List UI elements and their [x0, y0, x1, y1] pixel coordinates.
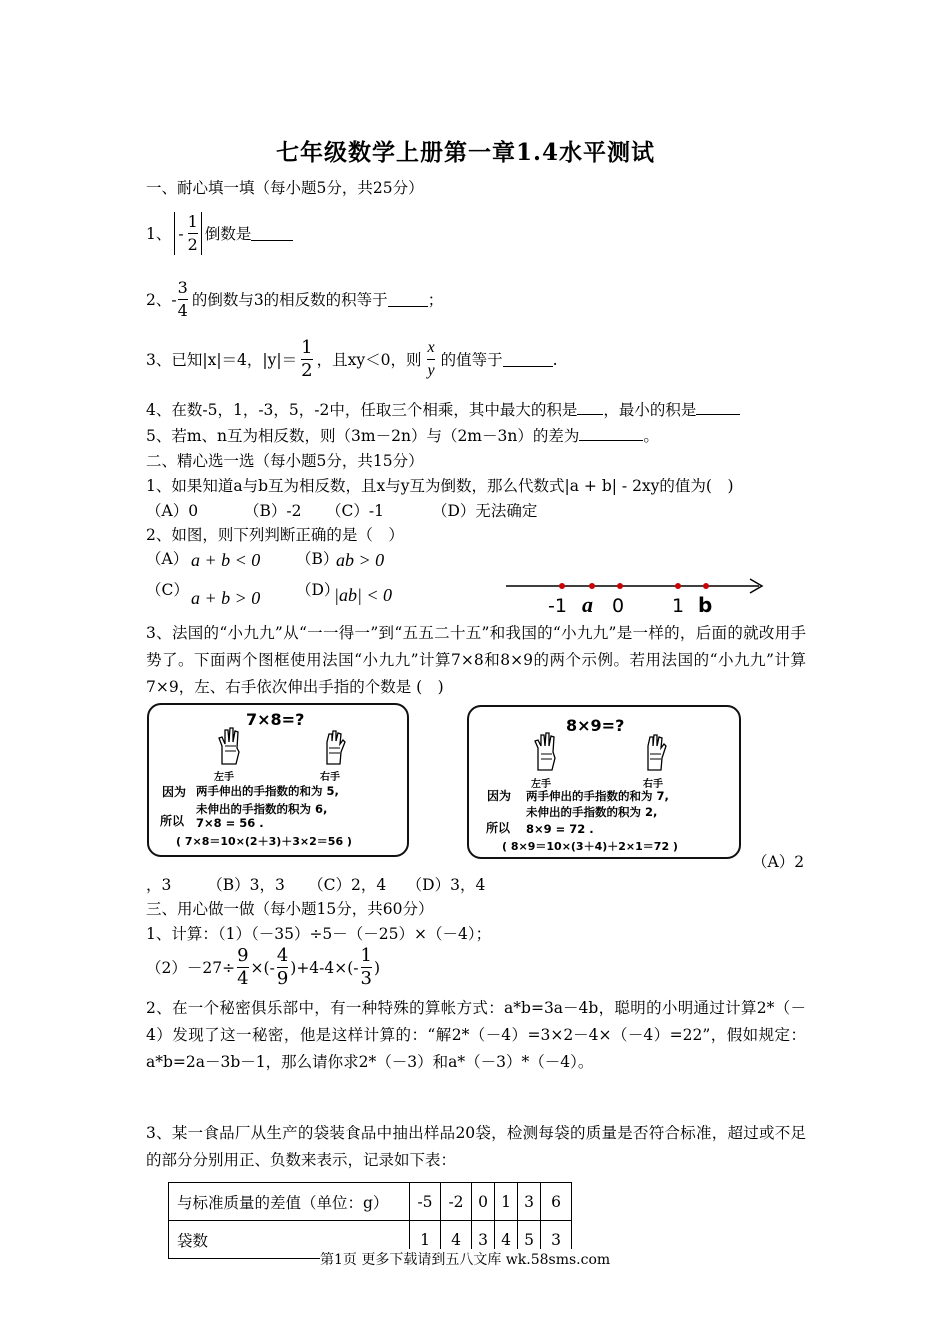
fraction-numerator: 1: [301, 337, 313, 358]
s2-q1-option-b: （B）-2: [244, 502, 302, 520]
answer-blank: [577, 400, 603, 415]
abs-bracket: [174, 212, 201, 255]
table-row-label: 袋数: [169, 1221, 410, 1259]
s2-q2-option-b-label: （B）: [296, 550, 339, 568]
s2-q2-option-c: a + b > 0: [191, 588, 261, 608]
s1-q2-number: 2、: [146, 290, 172, 309]
s1-q3-end: .: [552, 350, 558, 369]
s3-q1-p2-mid1: ×(-: [250, 958, 275, 977]
s2-q2-text: 2、如图，则下列判断正确的是（ ）: [146, 526, 404, 544]
fraction-denominator: 3: [360, 968, 372, 989]
box1-line3: 7×8 = 56 .: [196, 816, 264, 830]
fraction-numerator: 3: [177, 278, 188, 297]
s2-q2-option-d-label: （D）: [296, 581, 340, 599]
s3-q1-p2-pre: （2）－27÷: [146, 958, 236, 977]
table-cell: 4: [441, 1221, 472, 1259]
s2-q2-option-a: a + b < 0: [191, 550, 261, 570]
box1-left-hand-label: 左手: [214, 772, 234, 783]
s1-q4-mid: ，最小的积是: [603, 401, 697, 419]
box2-because: 因为: [487, 789, 512, 803]
s2-q1-option-c: （C）-1: [326, 502, 384, 520]
data-table: [168, 1182, 572, 1259]
fraction-denominator: 9: [276, 968, 289, 989]
number-line-figure: [504, 576, 774, 616]
box1-right-hand-label: 右手: [320, 772, 340, 783]
box2-line4: ( 8×9＝10×(3＋4)＋2×1＝72 ): [502, 840, 678, 853]
box2-right-hand-label: 右手: [643, 779, 663, 790]
s1-q4-text: 4、在数-5，1，-3，5，-2中，任取三个相乘，其中最大的积是: [146, 401, 578, 419]
s1-q3-mid: ，且xy＜0，则: [316, 350, 422, 369]
box2-line3: 8×9 = 72 .: [526, 822, 594, 836]
table-cell: -5: [410, 1183, 441, 1221]
s2-q2-option-a-label: （A）: [146, 550, 189, 568]
s2-q3-options: ，3 （B）3，3 （C）2，4 （D）3，4: [146, 876, 486, 894]
table-cell: 3: [541, 1221, 572, 1259]
s1-q2: [146, 278, 443, 321]
s2-q1-option-a: （A）0: [146, 502, 199, 520]
fraction: [237, 946, 248, 989]
s1-q4: [146, 400, 740, 420]
s1-q2-minus: -: [171, 290, 177, 309]
table-cell: 3: [472, 1221, 495, 1259]
fraction-denominator: 4: [237, 968, 249, 989]
s1-q1-fraction: [188, 212, 198, 255]
left-hand-icon: [532, 732, 558, 772]
box1-line1: 两手伸出的手指数的和为 5,: [196, 784, 339, 798]
s3-q1-p2-mid2: )+4-4×(-: [290, 958, 359, 977]
s1-q3-pre: 3、已知|x|＝4，|y|＝: [146, 350, 298, 369]
s1-q2-text: 的倒数与3的相反数的积等于: [191, 290, 388, 309]
box1-title: 7×8=?: [246, 710, 305, 729]
number-line-label: b: [698, 593, 713, 617]
s3-q1-p2-end: ): [374, 958, 381, 977]
s3-q1-part2: [146, 946, 380, 989]
s2-q1-text: 1、如果知道a与b互为相反数，且x与y互为倒数，那么代数式|a + b| - 2xy的值为( ): [146, 477, 734, 495]
s1-q5: [146, 426, 659, 446]
answer-blank: [388, 292, 428, 307]
right-hand-icon: [642, 732, 668, 772]
s2-q1-option-d: （D）无法确定: [432, 502, 538, 520]
table-cell: 4: [495, 1221, 518, 1259]
page-footer: 第1页 更多下载请到五八文库 wk.58sms.com: [320, 1249, 610, 1269]
section2-heading: 二、精心选一选（每小题5分，共15分）: [146, 452, 424, 470]
number-line-point: [703, 583, 709, 589]
s2-q2-option-d: |ab| < 0: [334, 585, 393, 605]
box2-left-hand-label: 左手: [531, 779, 551, 790]
s1-q1-number: 1、: [146, 224, 172, 243]
table-row: [169, 1183, 572, 1221]
fraction: [361, 946, 372, 989]
section3-heading: 三、用心做一做（每小题15分，共60分）: [146, 900, 434, 918]
number-line-point: [589, 583, 595, 589]
box1-so: 所以: [160, 814, 185, 828]
s3-q3-text: 3、某一食品厂从生产的袋装食品中抽出样品20袋，检测每袋的质量是否符合标准，超过或不足的部分分别用正、负数来表示，记录如下表：: [146, 1124, 806, 1169]
fraction-bar: [178, 299, 188, 300]
table-cell: 3: [518, 1183, 541, 1221]
number-line-label: 0: [612, 595, 625, 617]
number-line-label: a: [582, 592, 593, 617]
answer-blank: [579, 426, 643, 441]
right-hand-icon: [321, 726, 347, 766]
s1-q1: [146, 212, 293, 255]
box2-line2: 未伸出的手指数的积为 2,: [526, 805, 658, 819]
number-line-label: -1: [548, 595, 567, 617]
s1-q2-fraction: [178, 278, 188, 321]
s1-q1-text: 倒数是: [204, 224, 252, 243]
s1-q3-fraction: [301, 338, 312, 381]
s1-q5-end: 。: [643, 427, 659, 445]
fraction-numerator: x: [427, 339, 435, 356]
number-line-point: [675, 583, 681, 589]
number-line-point: [617, 583, 623, 589]
page-title: 七年级数学上册第一章1.4水平测试: [276, 139, 656, 166]
answer-blank: [251, 226, 293, 241]
box1-because: 因为: [162, 785, 187, 799]
fraction-denominator: y: [427, 362, 435, 379]
box1-line2: 未伸出的手指数的积为 6,: [196, 802, 328, 816]
fraction-bar: [427, 359, 434, 360]
fraction-numerator: 1: [360, 945, 372, 966]
s1-q5-text: 5、若m、n互为相反数，则（3m－2n）与（2m－3n）的差为: [146, 427, 580, 445]
table-cell: 5: [518, 1221, 541, 1259]
table-cell: 6: [541, 1183, 572, 1221]
fraction-numerator: 9: [237, 945, 249, 966]
s1-q2-end: ；: [427, 290, 444, 309]
s2-q2-option-b: ab > 0: [336, 550, 385, 570]
box2-so: 所以: [486, 821, 511, 835]
left-hand-icon: [216, 726, 242, 766]
box2-title: 8×9=?: [566, 716, 625, 735]
number-line-point: [559, 583, 565, 589]
table-row-label: 与标准质量的差值（单位：g）: [169, 1183, 410, 1221]
fraction-denominator: 2: [187, 235, 198, 254]
fraction-denominator: 2: [301, 360, 313, 381]
fraction-numerator: 4: [276, 945, 289, 966]
s3-q1-line1: 1、计算：（1）（－35）÷5－（－25）×（－4）；: [146, 925, 492, 943]
number-line-label: 1: [672, 595, 685, 617]
table-cell: -2: [441, 1183, 472, 1221]
s1-q3-post: 的值等于: [440, 350, 503, 369]
fraction: [277, 946, 288, 989]
s2-q3-text: 3、法国的“小九九”从“一一得一”到“五五二十五”和我国的“小九九”是一样的，后面的就改用手势了。下面两个图框使用法国“小九九”计算7×8和8×9的两个示例。若用法国的“小九九”计算7×9，左、右手依次伸出手指的个数是 ( ): [146, 624, 806, 696]
table-cell: 0: [472, 1183, 495, 1221]
table-cell: 1: [410, 1221, 441, 1259]
s3-q2-text: 2、在一个秘密俱乐部中，有一种特殊的算帐方式：a*b=3a－4b，聪明的小明通过计算2*（－4）发现了这一秘密，他是这样计算的：“解2*（－4）=3×2－4×（－4）=22”，假如规定：a*b=2a－3b－1，那么请你求2*（－3）和a*（－3）*（－4）。: [146, 999, 806, 1071]
s1-q3-xy-fraction: [427, 338, 434, 381]
s2-q3-option-a: （A）2: [752, 853, 805, 871]
s1-q3: [146, 338, 558, 381]
box1-line4: ( 7×8＝10×(2＋3)＋3×2＝56 ): [176, 835, 352, 848]
answer-blank: [503, 352, 553, 367]
fraction-denominator: 4: [177, 301, 188, 320]
answer-blank: [696, 400, 740, 415]
s1-q1-minus: -: [178, 224, 184, 243]
fraction-numerator: 1: [187, 212, 198, 231]
s2-q2-option-c-label: （C）: [146, 581, 189, 599]
box2-line1: 两手伸出的手指数的和为 7,: [526, 789, 669, 803]
fraction-bar: [188, 233, 198, 234]
table-cell: 1: [495, 1183, 518, 1221]
section1-heading: 一、耐心填一填（每小题5分，共25分）: [146, 179, 424, 197]
